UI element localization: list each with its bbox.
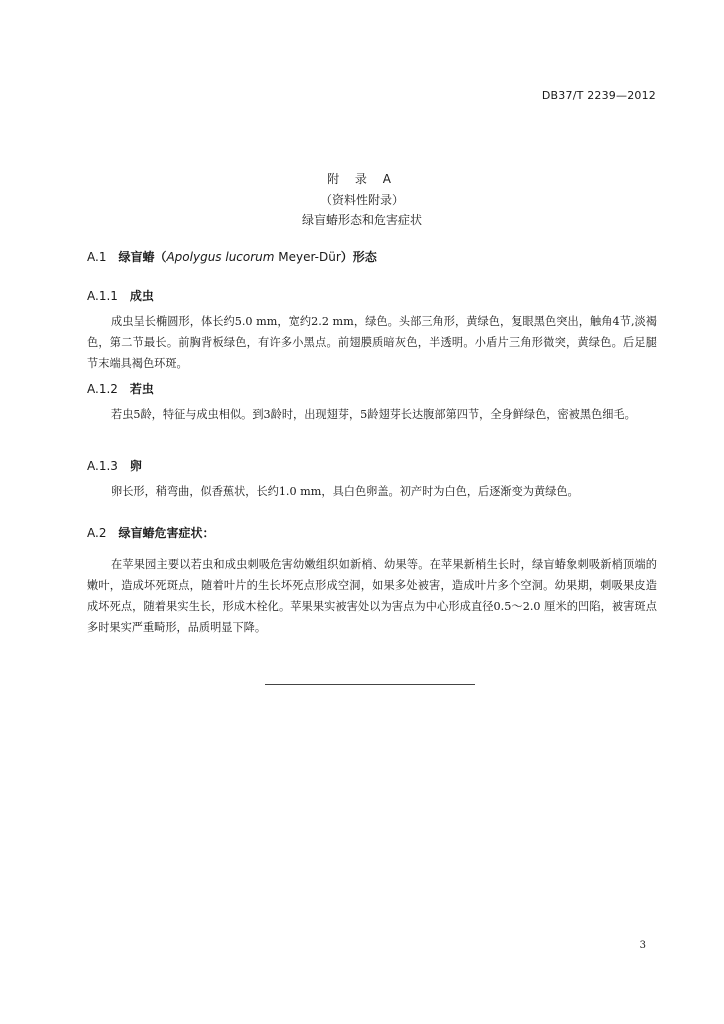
section-number: A.2 — [87, 526, 107, 540]
paragraph-nymph: 若虫5龄，特征与成虫相似。到3龄时，出现翅芽，5龄翅芽长达腹部第四节，全身鲜绿色，密被黑色细毛。 — [111, 408, 636, 421]
end-rule — [265, 684, 475, 685]
annex-title: 附 录 A — [327, 172, 397, 186]
section-heading-a13 — [87, 457, 142, 474]
section-heading-a1 — [87, 248, 377, 265]
section-heading-a2 — [87, 524, 214, 541]
species-author: Meyer-Dür — [274, 250, 341, 264]
section-heading-a11 — [87, 287, 154, 304]
section-number: A.1.1 — [87, 289, 118, 303]
paragraph-adult: 成虫呈长椭圆形，体长约5.0 mm，宽约2.2 mm，绿色。头部三角形，黄绿色，复眼黑色突出，触角4节,淡褐色，第二节最长。前胸背板绿色，有许多小黑点。前翅膜质暗灰色，半透明。小盾片三角形微突，黄绿色。后足腿节末端具褐色环斑。 — [87, 315, 657, 370]
section-label-suffix: ）形态 — [340, 250, 377, 264]
section-number: A.1 — [87, 250, 107, 264]
section-number: A.1.2 — [87, 382, 118, 396]
section-heading-a12 — [87, 380, 154, 397]
standard-code: DB37/T 2239—2012 — [541, 89, 656, 102]
section-label: 绿盲蝽危害症状： — [118, 526, 215, 540]
annex-type: （资料性附录） — [319, 193, 404, 207]
annex-name: 绿盲蝽形态和危害症状 — [301, 213, 422, 227]
page-number: 3 — [639, 940, 646, 951]
section-number: A.1.3 — [87, 459, 118, 473]
section-label: 卵 — [129, 459, 142, 473]
section-label: 绿盲蝽（ — [118, 250, 167, 264]
section-label: 成虫 — [129, 289, 154, 303]
paragraph-egg: 卵长形，稍弯曲，似香蕉状，长约1.0 mm，具白色卵盖。初产时为白色，后逐渐变为黄绿色。 — [111, 485, 579, 498]
paragraph-damage: 在苹果园主要以若虫和成虫刺吸危害幼嫩组织如新梢、幼果等。在苹果新梢生长时，绿盲蝽象刺吸新梢顶端的嫩叶，造成坏死斑点，随着叶片的生长坏死点形成空洞，如果多处被害，造成叶片多个空洞。幼果期，刺吸果皮造成坏死点，随着果实生长，形成木栓化。苹果果实被害处以为害点为中心形成直径0.5～2.0 厘米的凹陷，被害斑点多时果实严重畸形，品质明显下降。 — [87, 558, 657, 634]
species-name-italic: Apolygus lucorum — [166, 250, 275, 264]
section-label: 若虫 — [129, 382, 154, 396]
